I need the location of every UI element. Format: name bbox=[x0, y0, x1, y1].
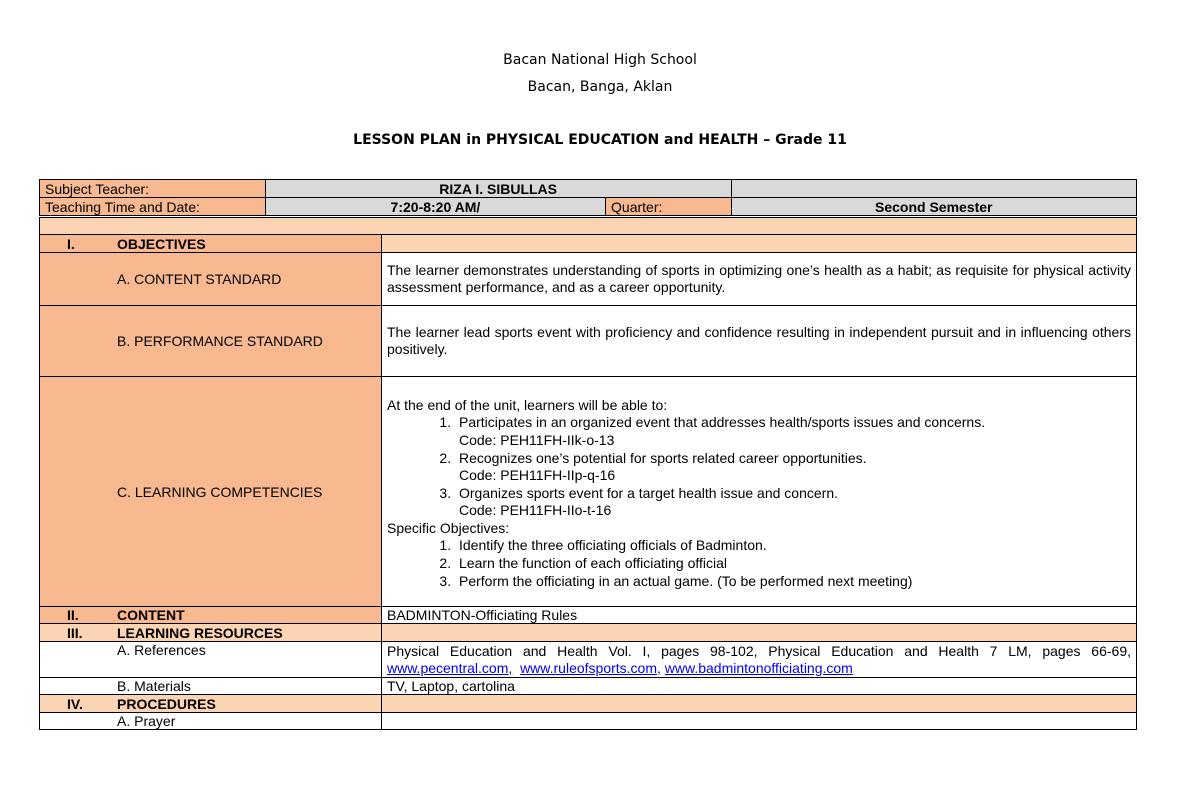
specific-objectives-list bbox=[387, 537, 1131, 590]
link-badmintonofficiating[interactable]: www.badmintonofficiating.com bbox=[664, 659, 853, 676]
procedures-num: IV. bbox=[67, 695, 83, 712]
competency-code: Code: PEH11FH-IIk-o-13 bbox=[459, 431, 615, 448]
prayer-label: A. Prayer bbox=[117, 713, 176, 729]
objectives-num: I. bbox=[67, 235, 75, 252]
competency-code: Code: PEH11FH-IIo-t-16 bbox=[459, 502, 612, 519]
objectives-header bbox=[40, 235, 382, 253]
competency-item: 2. Recognizes one’s potential for sports related career opportunities. Code: PEH11FH-IIp-q-16 bbox=[455, 450, 1131, 485]
school-name: Bacan National High School bbox=[503, 52, 697, 68]
learning-competencies-label: C. LEARNING COMPETENCIES bbox=[117, 483, 323, 500]
content-standard-text: The learner demonstrates understanding of sports in optimizing one’s health as a habit; as requisite for physical activity assessment performance, and as a career opportunity. bbox=[382, 253, 1137, 306]
teacher-empty-cell bbox=[731, 180, 1137, 198]
materials-label: B. Materials bbox=[117, 678, 191, 694]
references-label: A. References bbox=[117, 642, 206, 658]
content-value: BADMINTON-Officiating Rules bbox=[382, 607, 1137, 624]
resources-num: III. bbox=[67, 624, 83, 641]
content-label: CONTENT bbox=[117, 607, 185, 623]
resources-label: LEARNING RESOURCES bbox=[117, 624, 283, 641]
specific-objective-item: 2. Learn the function of each officiating official bbox=[455, 555, 1131, 573]
competency-item: 3. Organizes sports event for a target health issue and concern. Code: PEH11FH-IIo-t-16 bbox=[455, 485, 1131, 520]
learning-competencies-content bbox=[382, 377, 1137, 607]
quarter-value: Second Semester bbox=[731, 198, 1137, 216]
specific-objectives-label: Specific Objectives: bbox=[387, 519, 510, 536]
content-num: II. bbox=[67, 607, 79, 623]
content-header bbox=[40, 607, 382, 624]
performance-standard-label-cell bbox=[40, 306, 382, 377]
procedures-header bbox=[40, 695, 382, 713]
references-label-cell bbox=[40, 642, 382, 678]
references-text: Physical Education and Health Vol. I, pages 98-102, Physical Education and Health 7 LM, pages 66-69, bbox=[387, 642, 1131, 659]
prayer-value-cell bbox=[382, 713, 1137, 730]
competencies-list bbox=[387, 414, 1131, 520]
references-text-cell bbox=[382, 642, 1137, 678]
objectives-value-cell bbox=[382, 235, 1137, 253]
resources-header bbox=[40, 624, 382, 642]
quarter-label: Quarter: bbox=[606, 198, 731, 216]
time-label: Teaching Time and Date: bbox=[40, 198, 266, 216]
competency-code: Code: PEH11FH-IIp-q-16 bbox=[459, 467, 616, 484]
objectives-label: OBJECTIVES bbox=[117, 235, 206, 252]
link-pecentral[interactable]: www.pecentral.com, bbox=[387, 659, 513, 676]
prayer-label-cell bbox=[40, 713, 382, 730]
content-standard-label-cell bbox=[40, 253, 382, 306]
specific-objective-item: 3. Perform the officiating in an actual game. (To be performed next meeting) bbox=[455, 573, 1131, 591]
info-table bbox=[39, 179, 1137, 216]
link-ruleofsports[interactable]: www.ruleofsports.com, bbox=[520, 659, 661, 676]
procedures-label: PROCEDURES bbox=[117, 695, 216, 712]
lesson-table bbox=[39, 217, 1137, 730]
materials-label-cell bbox=[40, 678, 382, 695]
school-address: Bacan, Banga, Aklan bbox=[527, 79, 673, 95]
materials-value: TV, Laptop, cartolina bbox=[382, 678, 1137, 695]
procedures-value-cell bbox=[382, 695, 1137, 713]
page-title: LESSON PLAN in PHYSICAL EDUCATION and HEALTH – Grade 11 bbox=[353, 132, 847, 148]
spacer-row bbox=[40, 218, 1137, 235]
lc-intro: At the end of the unit, learners will be able to: bbox=[387, 396, 668, 413]
competency-item: 1. Participates in an organized event that addresses health/sports issues and concerns. Code: PEH11FH-IIk-o-13 bbox=[455, 414, 1131, 449]
teacher-label: Subject Teacher: bbox=[40, 180, 266, 198]
specific-objective-item: 1. Identify the three officiating officials of Badminton. bbox=[455, 537, 1131, 555]
resources-value-cell bbox=[382, 624, 1137, 642]
time-value: 7:20-8:20 AM/ bbox=[265, 198, 605, 216]
content-standard-label: A. CONTENT STANDARD bbox=[117, 271, 282, 287]
learning-competencies-label-cell bbox=[40, 377, 382, 607]
performance-standard-text: The learner lead sports event with proficiency and confidence resulting in independent pursuit and in influencing others positively. bbox=[382, 306, 1137, 377]
teacher-value: RIZA I. SIBULLAS bbox=[265, 180, 731, 198]
performance-standard-label: B. PERFORMANCE STANDARD bbox=[117, 333, 323, 349]
